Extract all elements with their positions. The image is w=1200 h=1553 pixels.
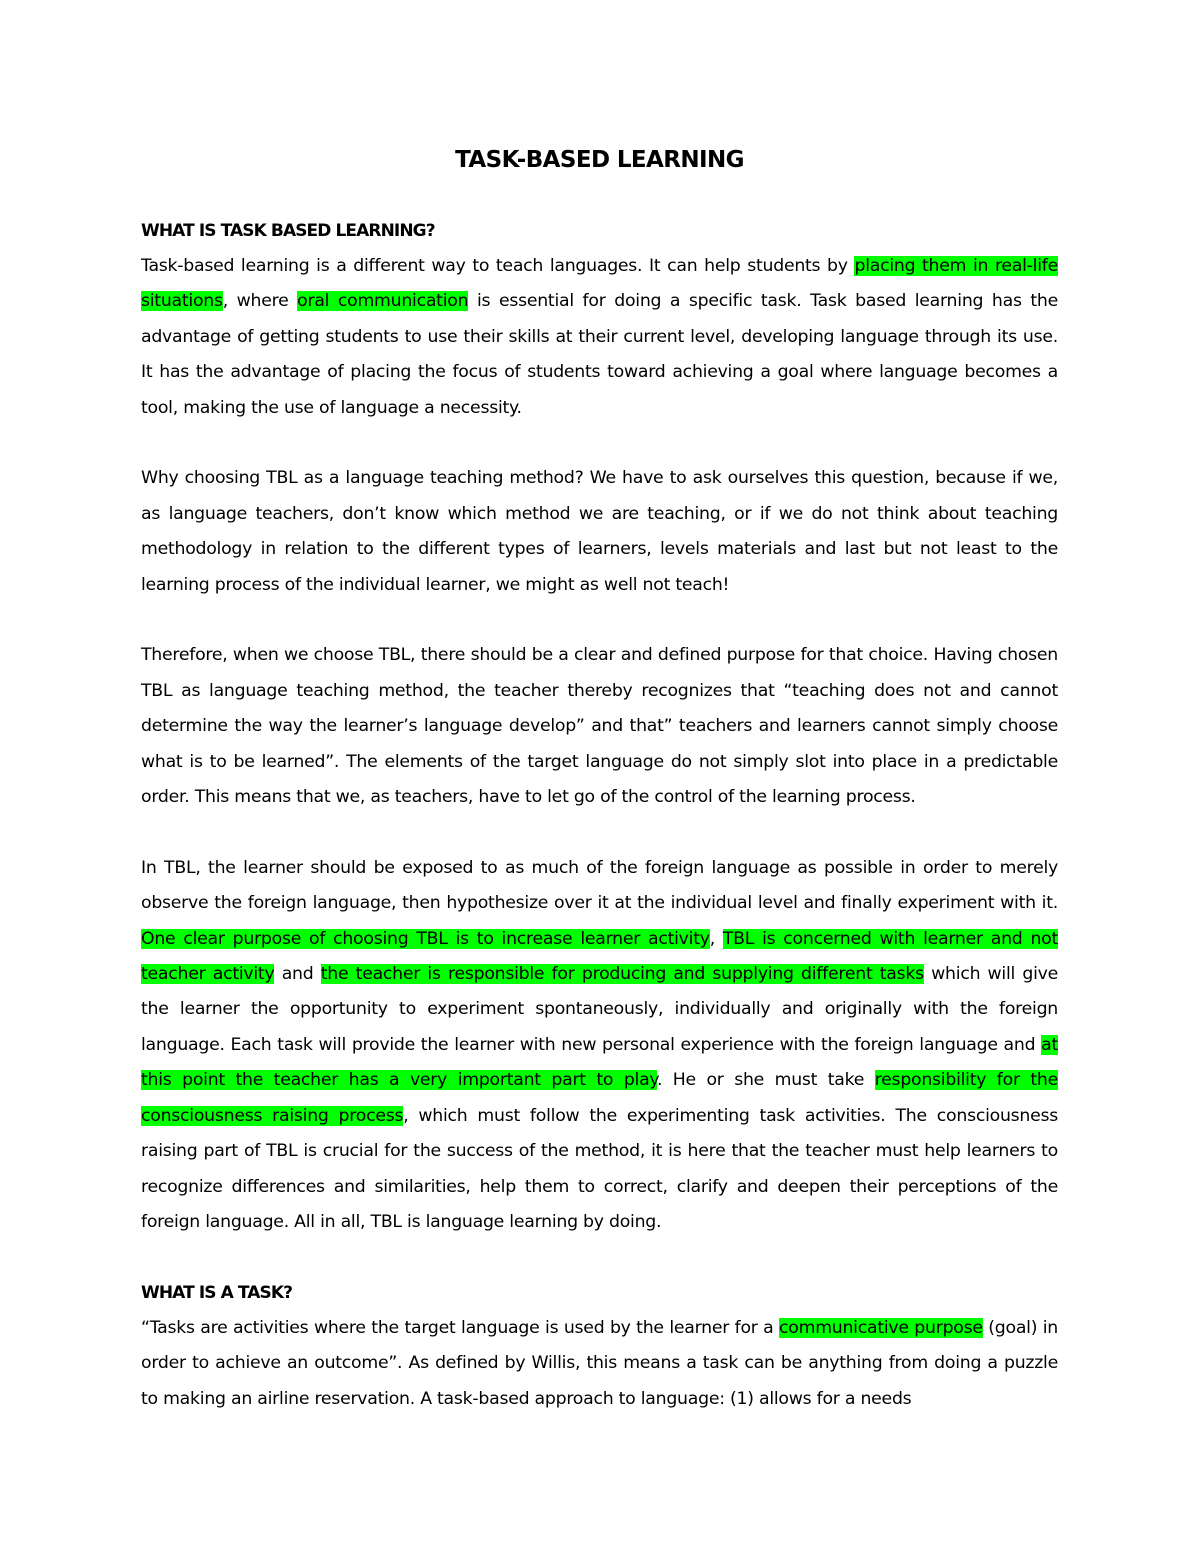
paragraph-1 (141, 249, 1058, 426)
text-run: and (274, 964, 321, 985)
highlighted-text: communicative purpose (779, 1317, 983, 1338)
highlighted-text: placing them in real-life situations (141, 256, 1058, 312)
text-run: “Tasks are activities where the target language is used by the learner for a (141, 1317, 780, 1338)
section-heading-what-is-tbl: WHAT IS TASK BASED LEARNING? (141, 221, 435, 241)
highlighted-text: TBL is concerned with learner and not teacher activity (141, 928, 1058, 985)
text-run: (goal) in order to achieve an outcome”. As defined by Willis, this means a task can be anything from doing a puzzle to making an airline reservation. A task-based approach to language: (1) allows for a needs (141, 1317, 1058, 1409)
highlighted-text: oral communication (297, 291, 469, 312)
section-heading-what-is-a-task: WHAT IS A TASK? (141, 1282, 293, 1303)
highlighted-text: One clear purpose of choosing TBL is to increase learner activity (141, 928, 710, 949)
highlighted-text: at this point the teacher has a very important part to play (141, 1034, 1058, 1091)
text-run: , which must follow the experimenting task activities. The consciousness raising part of TBL is crucial for the success of the method, it is here that the teacher must help learners to recognize differences and similarities, help them to correct, clarify and deepen their perceptions of the foreign language. All in all, TBL is language learning by doing. (141, 1105, 1058, 1232)
text-run: which will give the learner the opportunity to experiment spontaneously, individually and originally with the foreign language. Each task will provide the learner with new personal experience with the foreign language and (141, 964, 1059, 1055)
paragraph-2: Why choosing TBL as a language teaching method? We have to ask ourselves this question, because if we, as language teachers, don’t know which method we are teaching, or if we do not think about teaching methodology in relation to the different types of learners, levels materials and last but not least to the learning process of the individual learner, we might as well not teach! (141, 468, 1058, 595)
paragraph-4 (141, 851, 1058, 1240)
text-run: . He or she must take (656, 1070, 875, 1091)
paragraph-3: Therefore, when we choose TBL, there should be a clear and defined purpose for that choice. Having chosen TBL as language teaching method, the teacher thereby recognizes that “teaching does not and cannot determine the way the learner’s language develop” and that” teachers and learners cannot simply choose what is to be learned”. The elements of the target language do not simply slot into place in a predictable order. This means that we, as teachers, have to let go of the control of the learning process. (141, 645, 1058, 808)
text-run: , (709, 928, 723, 949)
highlighted-text: responsibility for the consciousness raising process (141, 1070, 1058, 1126)
text-run: , where (222, 291, 298, 312)
text-run: In TBL, the learner should be exposed to as much of the foreign language as possible in order to merely observe the foreign language, then hypothesize over it at the individual level and finally experiment with it. (141, 857, 1058, 914)
document-page (141, 140, 1058, 1417)
highlighted-text: the teacher is responsible for producing and supplying different tasks (320, 964, 924, 985)
document-title: TASK-BASED LEARNING (455, 147, 744, 173)
text-run: Task-based learning is a different way to teach languages. It can help students by (141, 256, 855, 276)
paragraph-5 (141, 1311, 1058, 1417)
text-run: is essential for doing a specific task. Task based learning has the advantage of getting students to use their skills at their current level, developing language through its use. It has the advantage of placing the focus of students toward achieving a goal where language becomes a tool, making the use of language a necessity. (141, 291, 1058, 418)
